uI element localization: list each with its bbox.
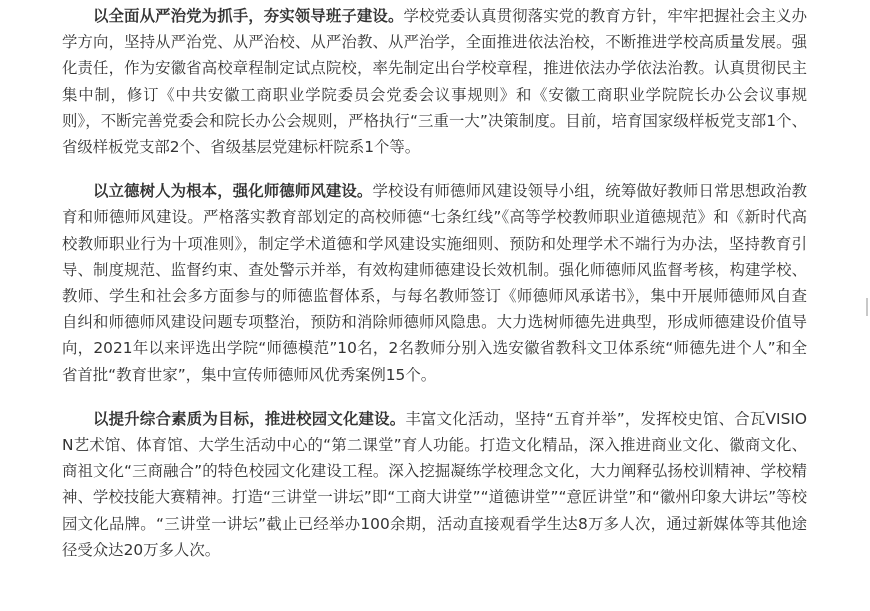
scrollbar-fragment xyxy=(866,298,868,316)
paragraph-text: 学校设有师德师风建设领导小组，统筹做好教师日常思想政治教育和师德师风建设。严格落实教育部划定的高校师德“七条红线”《高等学校教师职业道德规范》和《新时代高校教师职业行为十项准则》，制定学术道德和学风建设实施细则、预防和处理学术不端行为办法，坚持教育引导、制度规范、监督约束、查处警示并举，有效构建师德建设长效机制。强化师德师风监督考核，构建学校、教师、学生和社会多方面参与的师德监督体系，与每名教师签订《师德师风承诺书》，集中开展师德师风自查自纠和师德师风建设问题专项整治，预防和消除师德师风隐患。大力选树师德先进典型，形成师德建设价值导向，2021年以来评选出学院“师德模范”10名，2名教师分别入选安徽省教科文卫体系统“师德先进个人”和全省首批“教育世家”，集中宣传师德师风优秀案例15个。 xyxy=(62,182,807,384)
paragraph-lead: 以立德树人为根本，强化师德师风建设。 xyxy=(93,182,373,201)
paragraph-teacher-ethics xyxy=(62,178,807,388)
paragraph-party-building xyxy=(62,3,807,160)
paragraph-campus-culture xyxy=(62,406,807,563)
paragraph-lead: 以全面从严治党为抓手，夯实领导班子建设。 xyxy=(93,7,404,25)
paragraph-text: 学校党委认真贯彻落实党的教育方针，牢牢把握社会主义办学方向，坚持从严治党、从严治校、从严治教、从严治学，全面推进依法治校，不断推进学校高质量发展。强化责任，作为安徽省高校章程制定试点院校，率先制定出台学校章程，推进依法办学依法治教。认真贯彻民主集中制，修订《中共安徽工商职业学院委员会党委会议事规则》和《安徽工商职业学院院长办公会议事规则》，不断完善党委会和院长办公会规则，严格执行“三重一大”决策制度。目前，培育国家级样板党支部1个、省级样板党支部2个、省级基层党建标杆院系1个等。 xyxy=(62,7,807,157)
paragraph-text: 丰富文化活动，坚持“五育并举”，发挥校史馆、合瓦VISION艺术馆、体育馆、大学生活动中心的“第二课堂”育人功能。打造文化精品，深入推进商业文化、徽商文化、商祖文化“三商融合”的特色校园文化建设工程。深入挖掘凝练学校理念文化，大力阐释弘扬校训精神、学校精神、学校技能大赛精神。打造“三讲堂一讲坛”即“工商大讲堂”“道德讲堂”“意匠讲堂”和“徽州印象大讲坛”等校园文化品牌。“三讲堂一讲坛”截止已经举办100余期，活动直接观看学生达8万多人次，通过新媒体等其他途径受众达20万多人次。 xyxy=(62,409,807,559)
paragraph-lead: 以提升综合素质为目标，推进校园文化建设。 xyxy=(93,409,406,428)
article-body xyxy=(62,3,807,581)
